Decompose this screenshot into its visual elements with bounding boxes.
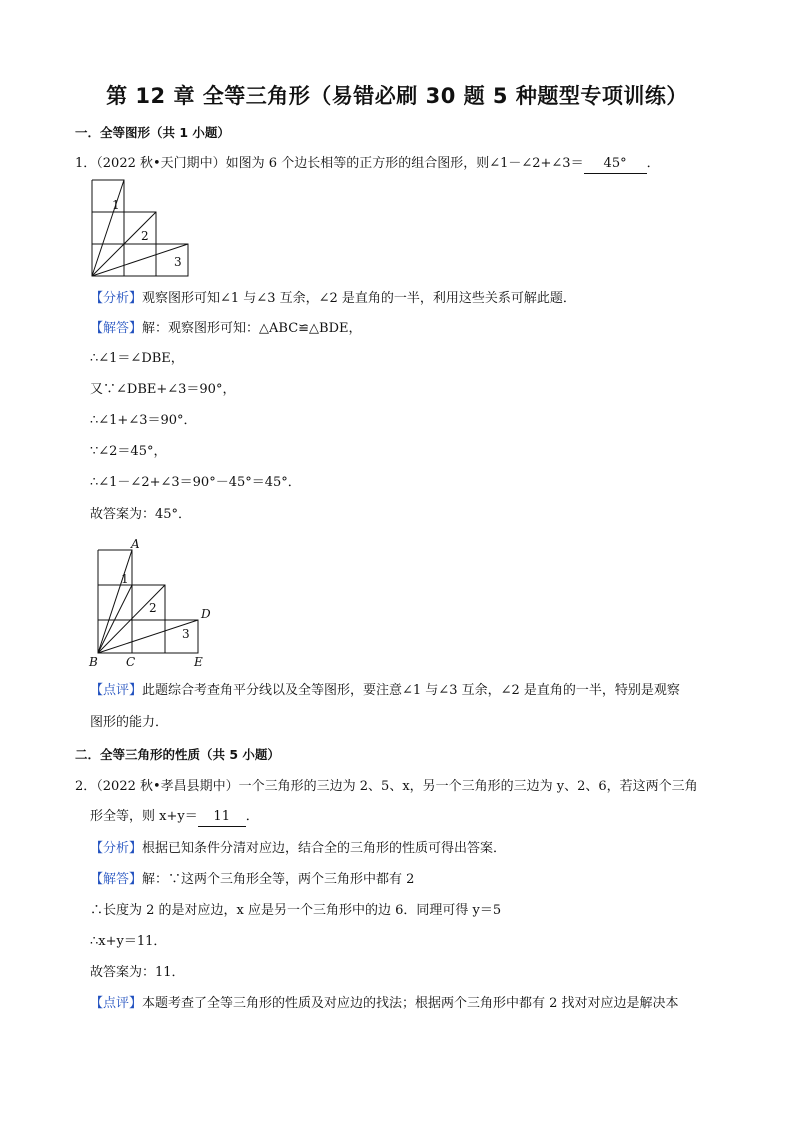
- question-2-comment: [90, 995, 679, 1013]
- fig2-angle-1-label: 1: [121, 572, 129, 586]
- fig1-angle-1-label: 1: [112, 198, 120, 212]
- question-1-stem: [75, 155, 660, 174]
- question-1-text: 1．（2022 秋•天门期中）如图为 6 个边长相等的正方形的组合图形，则∠1－∠2+∠3＝: [75, 156, 584, 171]
- analysis-text: 根据已知条件分清对应边，结合全的三角形的性质可得出答案．: [142, 841, 507, 856]
- solution-text: 解：∵这两个三角形全等，两个三角形中都有 2: [142, 872, 415, 887]
- question-2-text: 形全等，则 x+y＝: [90, 809, 198, 824]
- question-1-comment-line-1: [90, 682, 680, 700]
- analysis-tag: 【分析】: [90, 841, 143, 856]
- solution-tag: 【解答】: [90, 321, 143, 336]
- question-1-solution-line-1: [90, 320, 362, 338]
- question-1-analysis: [90, 290, 576, 308]
- question-2-analysis: [90, 840, 506, 858]
- question-2-answer-blank: 11: [198, 808, 246, 827]
- question-2-stem-line-2: [90, 808, 259, 827]
- fig1-angle-2-label: 2: [141, 229, 149, 243]
- analysis-tag: 【分析】: [90, 291, 143, 306]
- section-heading-2: 二．全等三角形的性质（共 5 小题）: [75, 747, 280, 762]
- question-2-solution-line-1: [90, 871, 414, 889]
- page-title: 第 12 章 全等三角形（易错必刷 30 题 5 种题型专项训练）: [106, 84, 688, 108]
- question-2-end: ．: [245, 809, 259, 824]
- solution-text: 解：观察图形可知：△ABC≌△BDE，: [142, 321, 362, 336]
- question-1-end: ．: [646, 156, 660, 171]
- comment-tag: 【点评】: [90, 996, 143, 1011]
- fig2-angle-2-label: 2: [149, 601, 157, 615]
- analysis-text: 观察图形可知∠1 与∠3 互余，∠2 是直角的一半，利用这些关系可解此题．: [142, 291, 576, 306]
- question-2-stem-line-1: 2．（2022 秋•孝昌县期中）一个三角形的三边为 2、5、x，另一个三角形的三边为 y、2、6，若这两个三角: [75, 779, 698, 794]
- question-1-solution-line-3: 又∵∠DBE+∠3＝90°，: [90, 382, 236, 397]
- question-1-solution-line-4: ∴∠1+∠3＝90°．: [90, 413, 197, 428]
- section-heading-1: 一．全等图形（共 1 小题）: [75, 125, 230, 140]
- comment-text: 本题考查了全等三角形的性质及对应边的找法；根据两个三角形中都有 2 找对对应边是解决本: [142, 996, 679, 1011]
- question-2-solution-line-2: ∴长度为 2 的是对应边，x 应是另一个三角形中的边 6．同理可得 y＝5: [90, 903, 502, 918]
- question-2-solution-line-4: 故答案为：11．: [90, 965, 185, 980]
- figure-1-squares: [90, 178, 200, 282]
- fig2-point-B: B: [89, 655, 98, 669]
- fig2-point-A: A: [131, 537, 140, 551]
- question-1-solution-line-2: ∴∠1＝∠DBE，: [90, 351, 184, 366]
- fig2-point-D: D: [201, 607, 211, 621]
- question-1-answer-blank: 45°: [584, 155, 647, 174]
- fig1-angle-3-label: 3: [174, 255, 182, 269]
- solution-tag: 【解答】: [90, 872, 143, 887]
- comment-tag: 【点评】: [90, 683, 143, 698]
- question-2-solution-line-3: ∴x+y＝11．: [90, 934, 167, 949]
- comment-text: 此题综合考查角平分线以及全等图形，要注意∠1 与∠3 互余，∠2 是直角的一半，特别是观察: [142, 683, 680, 698]
- fig2-angle-3-label: 3: [182, 627, 190, 641]
- question-1-comment-line-2: 图形的能力．: [90, 715, 169, 730]
- question-1-solution-line-5: ∵∠2＝45°，: [90, 444, 167, 459]
- fig2-point-E: E: [194, 655, 203, 669]
- fig2-point-C: C: [126, 655, 136, 669]
- figure-2-labeled-squares: [86, 536, 216, 670]
- question-1-solution-line-7: 故答案为：45°．: [90, 507, 192, 522]
- question-1-solution-line-6: ∴∠1－∠2+∠3＝90°－45°＝45°．: [90, 475, 301, 490]
